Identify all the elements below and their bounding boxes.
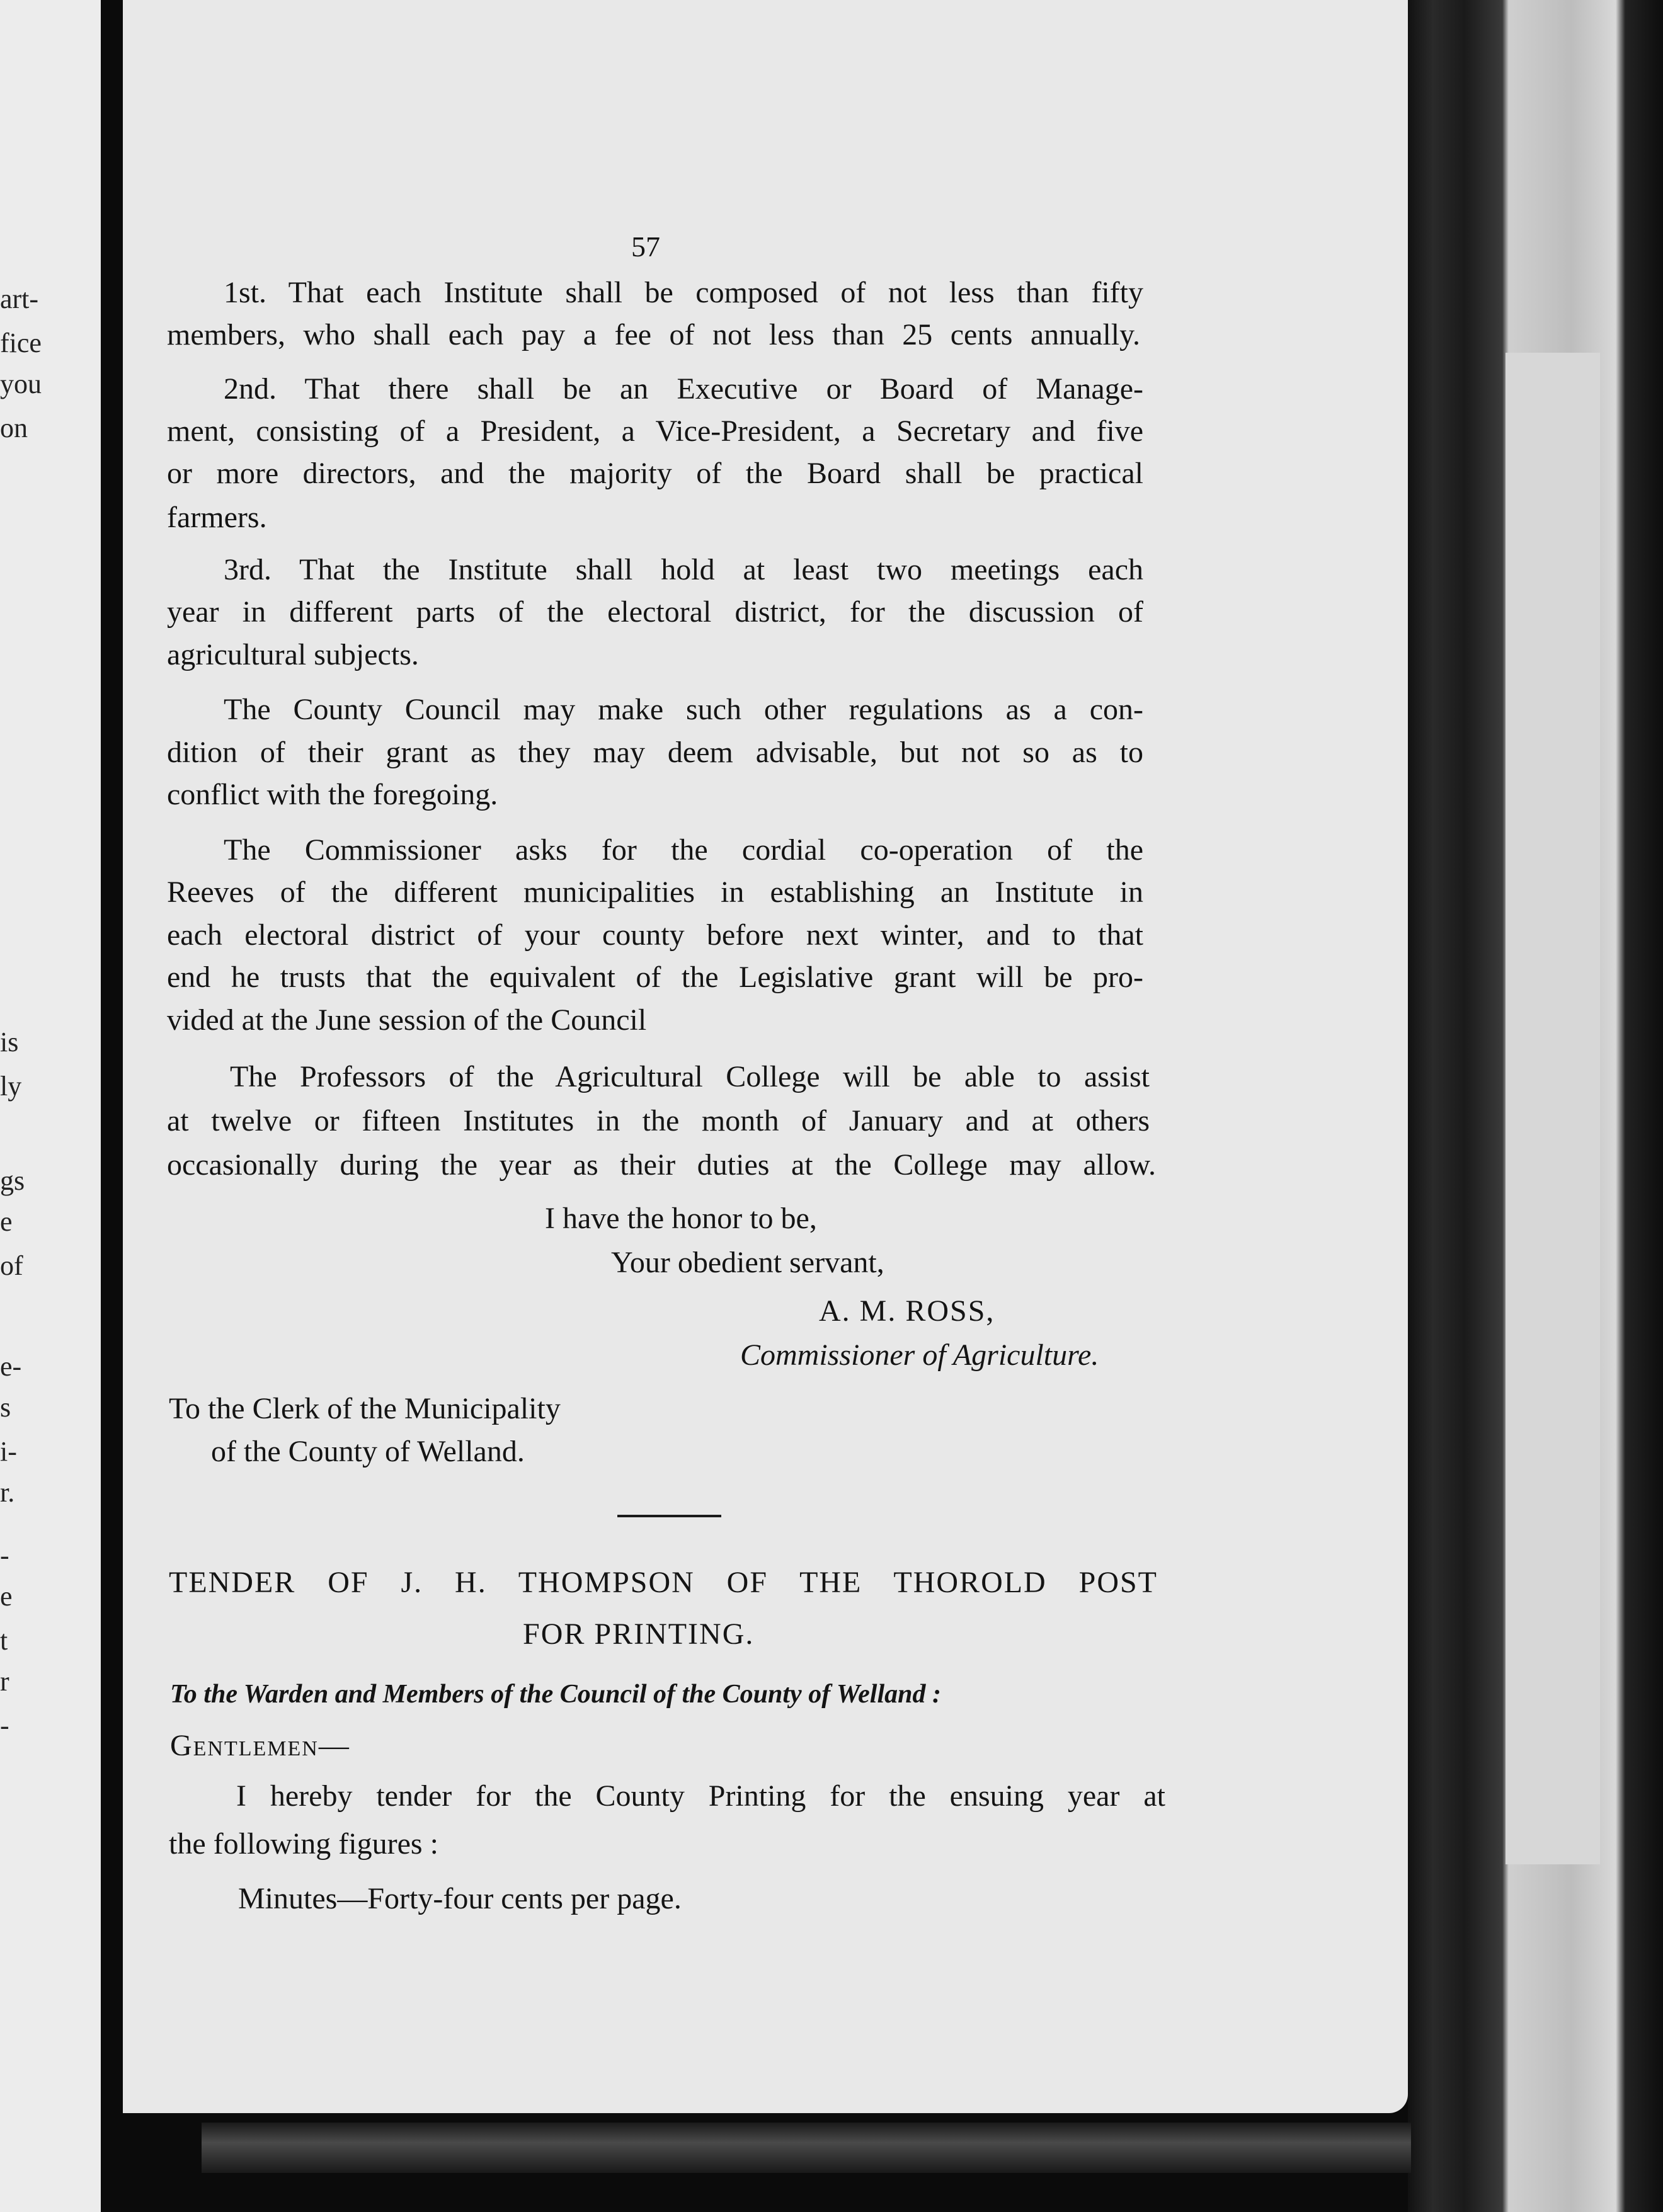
paragraph-line: The Commissioner asks for the cordial co-operation of the [224, 833, 1143, 867]
prev-page-fragment: gs [0, 1165, 25, 1196]
prev-page-fragment: e- [0, 1351, 22, 1382]
prev-page-fragment: r [0, 1666, 9, 1697]
prev-page-fragment: art- [0, 283, 39, 314]
prev-page-fragment: r. [0, 1477, 15, 1508]
paragraph-line: dition of their grant as they may deem advisable, but not so as to [167, 736, 1143, 769]
paragraph-line: end he trusts that the equivalent of the Legislative grant will be pro- [167, 961, 1143, 994]
paragraph-line: agricultural subjects. [167, 638, 419, 671]
paragraph-line: vided at the June session of the Council [167, 1003, 647, 1037]
addressee-line: To the Clerk of the Municipality [169, 1392, 561, 1425]
paragraph-line: 2nd. That there shall be an Executive or Board of Manage- [224, 372, 1143, 406]
paragraph-line: Reeves of the different municipalities in establishing an Institute in [167, 875, 1143, 909]
tender-body-line: I hereby tender for the County Printing for the ensuing year at [236, 1779, 1165, 1813]
tender-body-line: the following figures : [169, 1827, 438, 1861]
prev-page-fragment: i- [0, 1436, 17, 1467]
paragraph-line: ment, consisting of a President, a Vice-President, a Secretary and five [167, 414, 1143, 448]
paragraph-line: at twelve or fifteen Institutes in the month of January and at others [167, 1104, 1150, 1137]
addressee-line: of the County of Welland. [211, 1435, 525, 1468]
prev-page-fragment: e [0, 1206, 13, 1237]
paragraph-line: members, who shall each pay a fee of not less than 25 cents annually. [167, 318, 1140, 351]
prev-page-fragment: fice [0, 328, 42, 358]
signatory-title: Commissioner of Agriculture. [740, 1338, 1099, 1372]
section-divider [617, 1515, 721, 1517]
book-bottom-edge [202, 2123, 1411, 2173]
prev-page-fragment: of [0, 1250, 23, 1281]
salutation: Gentlemen— [170, 1729, 350, 1762]
paragraph-line: conflict with the foregoing. [167, 778, 498, 811]
paragraph-line: year in different parts of the electoral district, for the discussion of [167, 595, 1143, 629]
closing-line: Your obedient servant, [611, 1246, 884, 1279]
previous-page-edge [0, 0, 101, 2212]
paragraph-line: 3rd. That the Institute shall hold at least two meetings each [224, 553, 1143, 586]
tender-item: Minutes—Forty-four cents per page. [238, 1882, 682, 1915]
prev-page-fragment: on [0, 413, 28, 443]
paragraph-line: farmers. [167, 501, 267, 534]
prev-page-fragment: is [0, 1027, 19, 1058]
tender-heading: TENDER OF J. H. THOMPSON OF THE THOROLD POST [169, 1566, 1158, 1599]
paragraph-line: 1st. That each Institute shall be composed of not less than fifty [224, 276, 1143, 309]
prev-page-fragment: - [0, 1540, 9, 1571]
prev-page-fragment: - [0, 1710, 9, 1741]
tender-heading: FOR PRINTING. [523, 1617, 755, 1651]
prev-page-fragment: t [0, 1625, 8, 1656]
prev-page-fragment: e [0, 1581, 13, 1612]
page-number: 57 [631, 231, 660, 263]
tender-addressed-to: To the Warden and Members of the Council of the County of Welland : [170, 1680, 941, 1709]
paragraph-line: The Professors of the Agricultural College will be able to assist [230, 1060, 1150, 1093]
signature: A. M. ROSS, [819, 1294, 995, 1328]
paragraph-line: or more directors, and the majority of the Board shall be practical [167, 457, 1143, 490]
prev-page-fragment: you [0, 368, 42, 399]
prev-page-fragment: ly [0, 1071, 22, 1102]
page-edge-strip [1506, 353, 1600, 1864]
paragraph-line: each electoral district of your county before next winter, and to that [167, 918, 1143, 952]
prev-page-fragment: s [0, 1392, 11, 1423]
paragraph-line: occasionally during the year as their duties at the College may allow. [167, 1148, 1156, 1182]
paragraph-line: The County Council may make such other regulations as a con- [224, 693, 1143, 726]
closing-line: I have the honor to be, [545, 1202, 817, 1235]
